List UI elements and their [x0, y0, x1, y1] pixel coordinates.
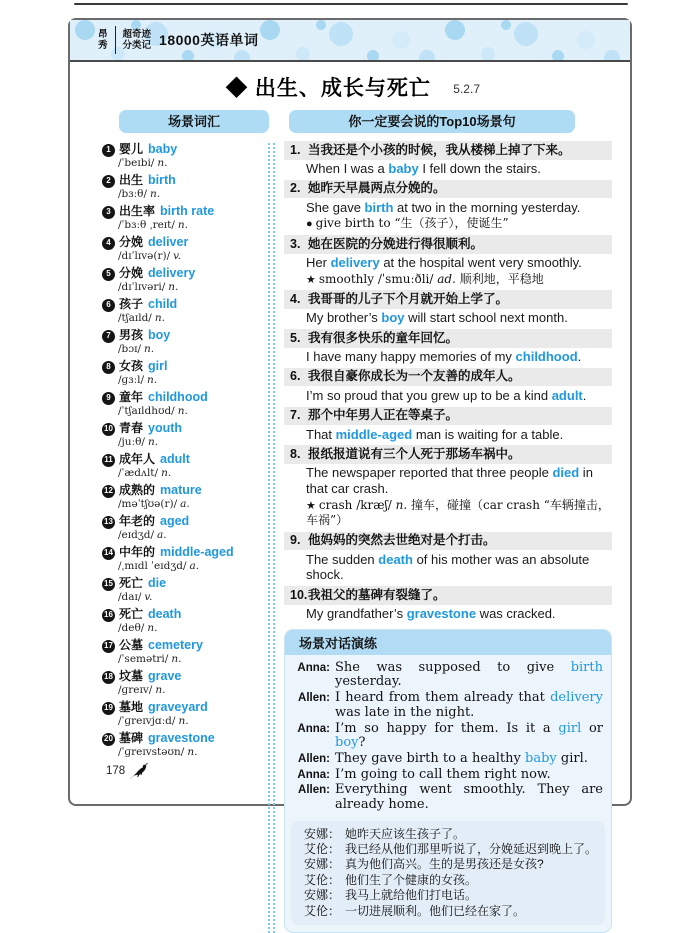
sentence-item [284, 532, 612, 584]
vocab-word-en: childhood [148, 390, 208, 404]
page-content [70, 72, 630, 933]
dialogue-speaker: Allen: [298, 784, 330, 797]
sentence-number: 1. [290, 142, 301, 157]
vocab-item-number: 6 [102, 299, 115, 312]
dialogue-english [285, 655, 611, 818]
dialogue-line-en [287, 768, 603, 783]
vocab-word-zh: 中年的 [119, 545, 156, 559]
sentence-en: My grandfather’s gravestone was cracked. [306, 606, 556, 622]
vocab-item [102, 451, 266, 480]
vocab-word-en: girl [148, 359, 168, 373]
sentence-note [284, 272, 612, 289]
vocab-word-zh: 男孩 [119, 328, 144, 342]
sentence-zh-bar [284, 180, 612, 199]
dialogue-line-en [287, 691, 603, 720]
vocab-item [102, 296, 266, 325]
columns [94, 141, 612, 933]
sentence-en: I have many happy memories of my childhood. [306, 349, 582, 365]
vocab-pos: n. [144, 343, 155, 355]
vocab-item [102, 172, 266, 201]
vocab-item-number: 4 [102, 237, 115, 250]
section-title: ◆ 出生、成长与死亡 [226, 77, 431, 100]
vocab-word-zh: 孩子 [119, 297, 144, 311]
vocab-word-en: delivery [148, 266, 196, 280]
vocab-word-en: mature [160, 483, 202, 497]
vocab-item [102, 389, 266, 418]
vocab-phonetic: /eɪdʒd/ [118, 529, 155, 541]
vocab-word-zh: 坟墓 [119, 669, 144, 683]
vocab-pos: n. [178, 715, 189, 727]
sentence-number: 2. [290, 181, 301, 196]
dialogue-text-zh: 真为他们高兴。生的是男孩还是女孩? [345, 857, 544, 872]
dialogue-speaker-zh: 艾伦： [303, 903, 340, 918]
brand-line1: 昂 [98, 29, 108, 40]
sentence-zh-bar [284, 586, 612, 605]
vocab-phonetic: /ˈbeɪbi/ [118, 157, 155, 169]
vocab-phonetic: /juːθ/ [118, 436, 145, 448]
note-marker-icon: ● [306, 218, 313, 231]
sentence-item [284, 586, 612, 623]
sentence-note [284, 216, 612, 233]
vocab-item [102, 265, 266, 294]
sentence-en: The newspaper reported that three people died in that car crash. [306, 465, 593, 496]
sentence-en: She gave birth at two in the morning yesterday. [306, 199, 581, 215]
dialogue-speaker-zh: 安娜： [303, 857, 340, 872]
vocab-word-zh: 婴儿 [119, 142, 144, 156]
sentence-zh: 报纸报道说有三个人死于那场车祸中。 [308, 446, 521, 461]
dialogue-line-zh [293, 857, 597, 871]
title-row [94, 72, 612, 102]
dialogue-box [284, 629, 612, 933]
page-number-row [106, 762, 151, 780]
vocab-phonetic: /deθ/ [118, 622, 145, 634]
top10-sentences [284, 141, 612, 623]
vocab-item-number: 15 [102, 578, 115, 591]
sentence-note [284, 498, 612, 530]
sentence-number: 4. [290, 291, 301, 306]
vocab-item [102, 327, 266, 356]
sentence-number: 9. [290, 533, 301, 548]
vocab-item [102, 482, 266, 511]
vocab-word-zh: 出生 [119, 173, 144, 187]
dialogue-speaker: Allen: [298, 752, 330, 765]
dialogue-text-en: She was supposed to give birth yesterday. [335, 659, 603, 690]
vocab-item-number: 8 [102, 361, 115, 374]
vocab-item-number: 1 [102, 144, 115, 157]
dialogue-line-zh [293, 827, 597, 841]
page-number: 178 [106, 765, 126, 777]
vocab-word-en: birth rate [160, 204, 215, 218]
vocab-word-zh: 分娩 [119, 235, 144, 249]
sentence-number: 7. [290, 408, 301, 422]
page-frame [68, 18, 632, 918]
vocab-phonetic: /ˈsemətri/ [118, 653, 169, 665]
dialogue-text-zh: 我马上就给他们打电话。 [345, 888, 478, 903]
vocab-item-number: 16 [102, 609, 115, 622]
column-headers [94, 110, 612, 133]
dialogue-speaker: Anna: [297, 768, 330, 781]
vocab-pos: n. [171, 653, 182, 665]
vocab-word-zh: 公墓 [119, 638, 144, 652]
vocab-word-zh: 死亡 [119, 576, 144, 590]
vocab-phonetic: /ˈbɜːθ ˌreɪt/ [118, 219, 175, 231]
vocab-phonetic: /dɪˈlɪvəri/ [118, 281, 166, 293]
vocab-item-number: 9 [102, 392, 115, 405]
note-marker-icon: ★ [306, 273, 316, 286]
sentence-item [284, 141, 612, 178]
sentence-number: 6. [290, 369, 301, 384]
page-top-edge [74, 3, 628, 5]
sentence-en: When I was a baby I fell down the stairs. [306, 161, 541, 177]
dialogue-line-zh [293, 873, 597, 887]
brand-divider [115, 26, 116, 54]
sentence-en: The sudden death of his mother was an absolute shock. [306, 551, 590, 583]
vocab-word-en: cemetery [148, 638, 203, 652]
vocab-pos: n. [155, 684, 166, 696]
dialogue-text-zh: 她昨天应该生孩子了。 [345, 826, 466, 841]
dialogue-text-zh: 他们生了个健康的女孩。 [345, 872, 478, 887]
vocab-item-number: 11 [102, 454, 115, 467]
sentence-zh-bar [284, 368, 612, 387]
dialogue-line-en [287, 661, 603, 690]
vocab-pos: a. [189, 560, 200, 572]
sentence-number: 8. [290, 446, 301, 461]
dialogue-speaker-zh: 艾伦： [303, 872, 340, 887]
vocab-word-en: grave [148, 669, 182, 683]
right-column [279, 141, 612, 933]
vocab-word-zh: 墓地 [119, 700, 144, 714]
vocab-phonetic: /ˈɡreɪvjɑːd/ [118, 715, 176, 727]
note-text: crash /kræʃ/ n. 撞车，碰撞（car crash “车辆撞击，车祸”） [306, 497, 610, 528]
vocab-pos: a. [157, 529, 167, 541]
vocab-word-en: boy [148, 328, 171, 342]
sentence-item [284, 180, 612, 233]
vocab-item-number: 7 [102, 330, 115, 343]
vocab-word-en: graveyard [148, 700, 208, 714]
vocab-pos: n. [177, 405, 188, 417]
sentence-number: 5. [290, 330, 301, 345]
vocab-phonetic: /ɡɜːl/ [118, 374, 145, 386]
vocab-item-number: 10 [102, 423, 115, 436]
vocab-word-en: youth [148, 421, 183, 435]
vocab-pos: v. [144, 591, 153, 603]
sentence-zh-bar [284, 141, 612, 160]
vocab-pos: v. [173, 250, 182, 262]
vocab-word-en: gravestone [148, 731, 215, 745]
vocab-item-number: 3 [102, 206, 115, 219]
vocab-item-number: 14 [102, 547, 115, 560]
note-text: smoothly /ˈsmuːðli/ ad. 顺利地，平稳地 [318, 271, 544, 286]
dialogue-speaker-zh: 安娜： [303, 888, 340, 903]
vocab-phonetic: /ɡreɪv/ [118, 684, 153, 696]
dialogue-line-zh [293, 842, 597, 856]
vocab-item [102, 141, 266, 170]
vocab-pos: n. [154, 312, 165, 324]
vocab-item [102, 606, 266, 635]
sentence-item [284, 368, 612, 405]
vocab-list [94, 141, 266, 933]
header-band [70, 20, 630, 62]
vocab-item-number: 2 [102, 175, 115, 188]
dialogue-line-en [287, 752, 603, 767]
dialogue-line-en [287, 722, 603, 751]
vocab-item-number: 5 [102, 268, 115, 281]
dialogue-speaker: Allen: [298, 692, 330, 705]
sentence-en: I’m so proud that you grew up to be a kind adult. [306, 387, 587, 403]
dialogue-text-en: I’m going to call them right now. [335, 766, 551, 782]
vocab-word-en: baby [148, 142, 178, 156]
vocab-word-en: child [148, 297, 178, 311]
sentence-zh: 我有很多快乐的童年回忆。 [308, 330, 459, 345]
sentence-zh: 那个中年男人正在等桌子。 [308, 408, 459, 422]
vocab-item-number: 12 [102, 485, 115, 498]
insect-icon [129, 762, 151, 780]
vocab-item-number: 17 [102, 640, 115, 653]
vocab-item [102, 575, 266, 604]
vocab-pos: n. [150, 188, 161, 200]
dialogue-speaker: Anna: [297, 661, 330, 674]
vocab-pos: n. [147, 436, 159, 448]
vocab-phonetic: /bɔɪ/ [118, 343, 142, 355]
vocab-item [102, 668, 266, 697]
vocab-word-zh: 分娩 [119, 266, 144, 280]
vocab-item [102, 420, 266, 449]
sentence-number: 10. [290, 587, 308, 602]
brand-logo [98, 29, 108, 51]
vocab-word-zh: 童年 [119, 390, 144, 404]
vocab-phonetic: /daɪ/ [118, 591, 142, 603]
sentence-zh-bar [284, 445, 612, 464]
vocab-phonetic: /tʃaɪld/ [118, 312, 152, 324]
vocab-item-number: 19 [102, 702, 115, 715]
vocab-pos: n. [177, 219, 189, 231]
sentence-item [284, 329, 612, 366]
vocab-item [102, 513, 266, 542]
book-title: 18000英语单词 [159, 32, 259, 48]
sentence-en: That middle-aged man is waiting for a table. [306, 426, 564, 442]
dialogue-text-en: They gave birth to a healthy baby girl. [335, 750, 588, 766]
sentence-zh: 我很自豪你成长为一个友善的成年人。 [308, 369, 521, 384]
vocab-phonetic: /ˈtʃaɪldhʊd/ [118, 405, 175, 417]
vocab-phonetic: /ˈædʌlt/ [118, 467, 159, 479]
vocab-pos: n. [147, 622, 158, 634]
brand-line2: 秀 [98, 40, 108, 51]
sentence-zh: 我祖父的墓碑有裂缝了。 [308, 587, 446, 602]
vocab-word-zh: 女孩 [119, 359, 144, 373]
vocab-word-en: adult [160, 452, 190, 466]
vocab-item [102, 544, 266, 573]
dialogue-header: 场景对话演练 [285, 630, 611, 655]
vocab-phonetic: /bɜːθ/ [118, 188, 147, 200]
vocab-word-zh: 死亡 [119, 607, 144, 621]
vocab-pos: a. [180, 498, 190, 510]
vocab-word-en: die [148, 576, 167, 590]
vocab-pos: n. [168, 281, 179, 293]
sentence-zh-bar [284, 407, 612, 426]
sentence-item [284, 290, 612, 327]
vocab-word-en: middle-aged [160, 545, 234, 559]
series-line2: 分类记 [122, 40, 152, 51]
series-line1: 超奇迹 [122, 29, 152, 40]
dialogue-line-zh [293, 904, 597, 918]
sentence-zh-bar [284, 235, 612, 254]
dialogue-text-zh: 一切进展顺利。他们已经在家了。 [345, 903, 526, 918]
dialogue-text-zh: 我已经从他们那里听说了，分娩延迟到晚上了。 [345, 842, 598, 857]
dialogue-speaker-zh: 安娜： [303, 826, 340, 841]
vocab-item [102, 730, 266, 759]
sentence-zh: 她在医院的分娩进行得很顺利。 [308, 236, 484, 251]
sentence-en: My brother’s boy will start school next month. [306, 310, 568, 326]
note-marker-icon: ★ [306, 499, 316, 512]
vocab-word-zh: 青春 [119, 421, 144, 435]
vocab-item [102, 203, 266, 232]
vocab-item [102, 358, 266, 387]
vocab-item-number: 20 [102, 733, 115, 746]
vocab-item [102, 699, 266, 728]
sentence-zh: 当我还是个小孩的时候，我从楼梯上掉了下来。 [308, 142, 571, 157]
vocab-phonetic: /məˈtʃʊə(r)/ [118, 498, 178, 510]
vocab-pos: n. [157, 157, 168, 169]
vocab-item-number: 13 [102, 516, 115, 529]
dialogue-line-en [287, 783, 603, 812]
sentence-zh-bar [284, 290, 612, 309]
vocab-word-en: death [148, 607, 182, 621]
sentences-column-header: 你一定要会说的Top10场景句 [289, 110, 575, 133]
vocab-word-zh: 成熟的 [119, 483, 156, 497]
dialogue-speaker: Anna: [297, 722, 330, 735]
dialogue-text-en: Everything went smoothly. They are already home. [335, 782, 603, 812]
vocab-word-zh: 出生率 [119, 204, 156, 218]
vocab-column-header: 场景词汇 [119, 110, 269, 133]
vocab-phonetic: /ˈɡreɪvstəʊn/ [118, 746, 185, 758]
vocab-pos: n. [187, 746, 198, 758]
sentence-item [284, 407, 612, 444]
sentence-en: Her delivery at the hospital went very smoothly. [306, 255, 582, 271]
sentence-zh: 他妈妈的突然去世绝对是个打击。 [308, 533, 496, 548]
vocab-phonetic: /dɪˈlɪvə(r)/ [118, 250, 171, 262]
note-text: give birth to “生（孩子），使诞生” [315, 216, 509, 231]
vocab-item [102, 234, 266, 263]
dialogue-line-zh [293, 888, 597, 902]
dialogue-translation [291, 821, 605, 925]
sentence-item [284, 445, 612, 530]
vocab-word-en: birth [148, 173, 176, 187]
vocab-item [102, 637, 266, 666]
vocab-phonetic: /ˌmɪdl ˈeɪdʒd/ [118, 560, 187, 572]
vocab-item-number: 18 [102, 671, 115, 684]
sentence-zh: 我哥哥的儿子下个月就开始上学了。 [308, 291, 509, 306]
sentence-zh: 她昨天早晨两点分娩的。 [308, 181, 446, 196]
dialogue-text-en: I’m so happy for them. Is it a girl or boy? [335, 720, 603, 751]
sentence-item [284, 235, 612, 288]
vocab-pos: n. [161, 467, 172, 479]
vocab-word-en: deliver [148, 235, 189, 249]
dialogue-text-en: I heard from them already that delivery was late in the night. [335, 690, 603, 720]
sentence-number: 3. [290, 236, 301, 251]
sentence-zh-bar [284, 532, 612, 551]
vocab-word-en: aged [160, 514, 190, 528]
series-name [123, 29, 152, 51]
vocab-pos: n. [147, 374, 158, 386]
vocab-word-zh: 年老的 [119, 514, 156, 528]
dialogue-speaker-zh: 艾伦： [303, 842, 340, 857]
column-divider [268, 143, 275, 933]
vocab-word-zh: 成年人 [119, 452, 156, 466]
vocab-word-zh: 墓碑 [119, 731, 144, 745]
sentence-zh-bar [284, 329, 612, 348]
section-number: 5.2.7 [453, 82, 480, 96]
